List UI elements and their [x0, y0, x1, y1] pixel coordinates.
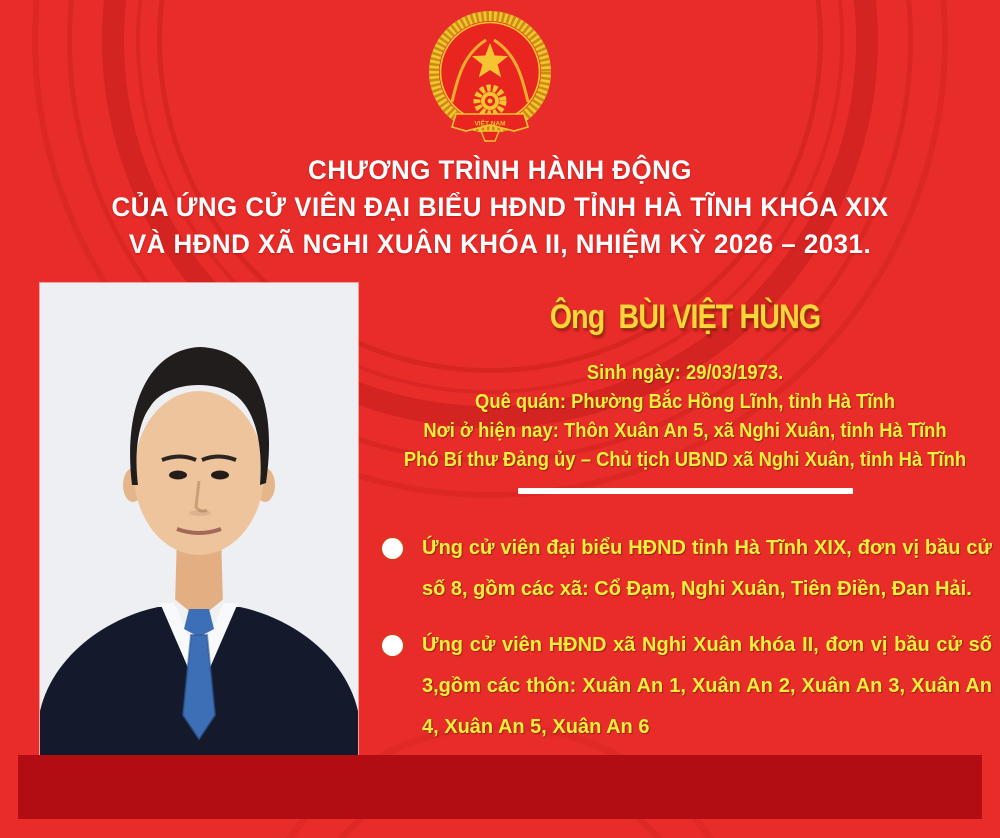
candidate-hometown: Quê quán: Phường Bắc Hồng Lĩnh, tỉnh Hà Tĩnh: [475, 391, 895, 413]
divider-line: [518, 488, 853, 494]
bottom-dark-bar: [18, 755, 982, 819]
bullet-item-commune: [378, 625, 992, 748]
title-line-1: CHƯƠNG TRÌNH HÀNH ĐỘNG: [308, 155, 692, 185]
poster-title: [0, 152, 1000, 263]
eye-right: [211, 471, 229, 480]
bullet-text: Ứng cử viên HĐND xã Nghi Xuân khóa II, đơn vị bầu cử số 3,gồm các thôn: Xuân An 1, Xuân An 2, Xuân An 3, Xuân An 4, Xuân An 5, Xuân An 6: [422, 634, 992, 738]
candidate-portrait-photo: [40, 283, 358, 755]
candidate-birthdate: Sinh ngày: 29/03/1973.: [586, 362, 784, 384]
bullet-item-province: [378, 528, 992, 610]
bullet-dot-icon: [382, 635, 403, 656]
candidate-position: Phó Bí thư Đảng ủy – Chủ tịch UBND xã Nghi Xuân, tỉnh Hà Tĩnh: [403, 449, 967, 471]
candidate-info: [378, 298, 992, 494]
candidate-residence: Nơi ở hiện nay: Thôn Xuân An 5, xã Nghi Xuân, tỉnh Hà Tĩnh: [423, 420, 947, 442]
bullet-dot-icon: [382, 538, 403, 559]
bullet-text: Ứng cử viên đại biểu HĐND tỉnh Hà Tĩnh XIX, đơn vị bầu cử số 8, gồm các xã: Cổ Đạm, Nghi Xuân, Tiên Điền, Đan Hải.: [422, 537, 992, 600]
nose-shadow: [189, 510, 211, 516]
vietnam-national-emblem-icon: [428, 10, 552, 146]
eye-left: [169, 471, 187, 480]
face-shape: [134, 391, 264, 555]
candidacy-bullet-list: [378, 528, 992, 763]
title-line-2: CỦA ỨNG CỬ VIÊN ĐẠI BIỂU HĐND TỈNH HÀ TĨNH KHÓA XIX: [111, 192, 889, 222]
title-line-3: VÀ HĐND XÃ NGHI XUÂN KHÓA II, NHIỆM KỲ 2026 – 2031.: [128, 229, 872, 259]
tie-shape: [183, 609, 215, 739]
candidate-name: Ông BÙI VIỆT HÙNG: [549, 298, 821, 336]
emblem-banner-text: VIỆT NAM: [474, 120, 506, 128]
